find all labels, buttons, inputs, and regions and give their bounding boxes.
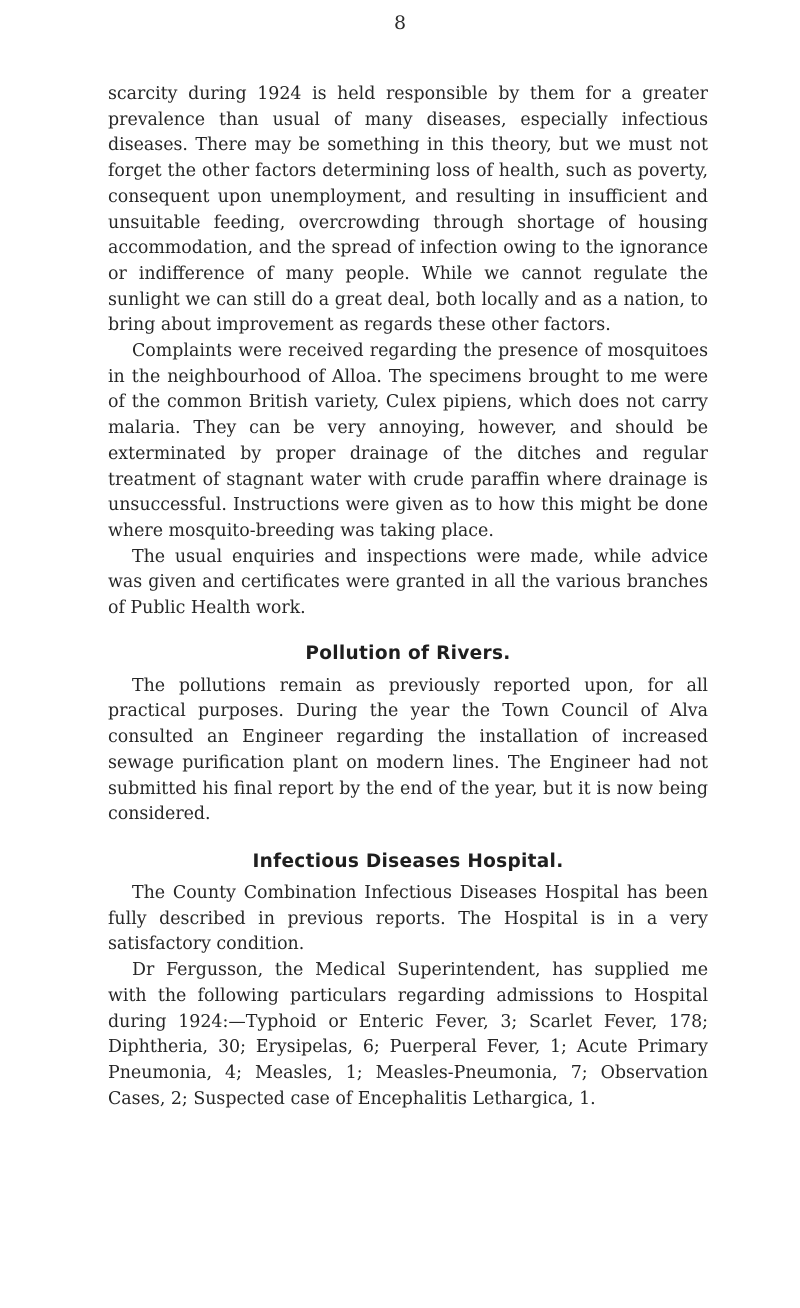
heading-infectious-diseases-hospital: Infectious Diseases Hospital. bbox=[252, 850, 564, 872]
page-number: 8 bbox=[393, 12, 407, 34]
paragraph-hospital-description: The County Combination Infectious Diseases Hospital has been fully described in previous reports. The Hospital is in a very satisfactory condition. bbox=[108, 882, 708, 955]
paragraph-sunlight-factors: scarcity during 1924 is held responsible by them for a greater prevalence than usual of many diseases, especially infectious diseases. There may be something in this theory, but we must not forget the other factors determining loss of health, such as poverty, consequent upon unemployment, and resulting in insufficient and unsuitable feeding, overcrowding through shortage of housing accommodation, and the spread of infection owing to the ignorance or indifference of many people. While we cannot regulate the sunlight we can still do a great deal, both locally and as a nation, to bring about improvement as regards these other factors. bbox=[108, 84, 708, 336]
page-body bbox=[108, 82, 708, 1112]
paragraph-hospital-admissions: Dr Fergusson, the Medical Superintendent, has supplied me with the following particulars regarding admissions to Hospital during 1924:—Typhoid or Enteric Fever, 3; Scarlet Fever, 178; Diphtheria, 30; Erysipelas, 6; Puerperal Fever, 1; Acute Primary Pneumonia, 4; Measles, 1; Measles-Pneumonia, 7; Observation Cases, 2; Suspected case of Encephalitis Lethargica, 1. bbox=[108, 960, 708, 1109]
paragraph-mosquitoes: Complaints were received regarding the presence of mosquitoes in the neighbourhood of Alloa. The specimens brought to me were of the common British variety, Culex pipiens, which does not carry malaria. They can be very annoying, however, and should be exterminated by proper drainage of the ditches and regular treatment of stagnant water with crude paraffin where drainage is unsuccessful. Instructions were given as to how this might be done where mosquito-breeding was taking place. bbox=[108, 341, 708, 541]
paragraph-enquiries: The usual enquiries and inspections were made, while advice was given and certificates were granted in all the various branches of Public Health work. bbox=[108, 546, 708, 619]
paragraph-pollution: The pollutions remain as previously reported upon, for all practical purposes. During the year the Town Council of Alva consulted an Engineer regarding the installation of increased sewage purification plant on modern lines. The Engineer had not submitted his final report by the end of the year, but it is now being considered. bbox=[108, 675, 708, 825]
heading-pollution-of-rivers: Pollution of Rivers. bbox=[305, 642, 511, 664]
